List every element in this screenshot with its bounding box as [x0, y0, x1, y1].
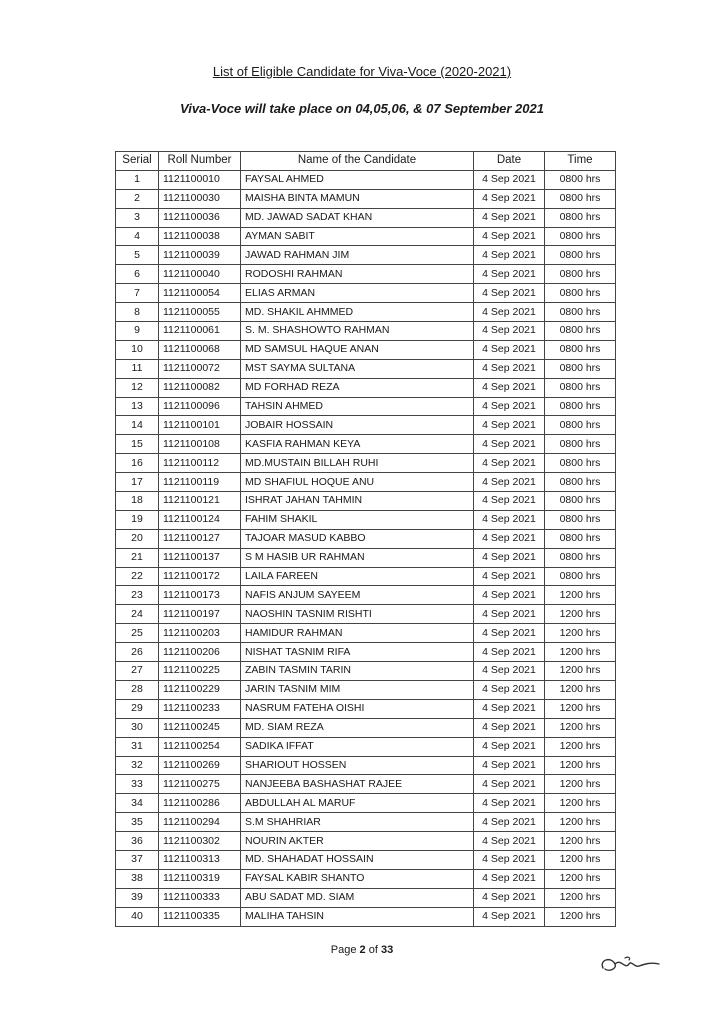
cell-time: 0800 hrs: [545, 529, 616, 548]
cell-serial: 5: [116, 246, 159, 265]
table-row: [116, 397, 616, 416]
cell-date: 4 Sep 2021: [474, 208, 545, 227]
cell-date: 4 Sep 2021: [474, 624, 545, 643]
cell-roll-number: 1121100055: [159, 303, 241, 322]
table-row: [116, 548, 616, 567]
cell-serial: 1: [116, 170, 159, 189]
cell-time: 0800 hrs: [545, 189, 616, 208]
cell-serial: 28: [116, 680, 159, 699]
cell-candidate-name: NISHAT TASNIM RIFA: [241, 643, 474, 662]
cell-roll-number: 1121100038: [159, 227, 241, 246]
cell-date: 4 Sep 2021: [474, 813, 545, 832]
cell-serial: 18: [116, 492, 159, 511]
cell-date: 4 Sep 2021: [474, 529, 545, 548]
cell-serial: 27: [116, 662, 159, 681]
cell-date: 4 Sep 2021: [474, 492, 545, 511]
cell-roll-number: 1121100229: [159, 680, 241, 699]
cell-roll-number: 1121100082: [159, 378, 241, 397]
cell-roll-number: 1121100333: [159, 888, 241, 907]
cell-candidate-name: ELIAS ARMAN: [241, 284, 474, 303]
cell-serial: 7: [116, 284, 159, 303]
table-row: [116, 756, 616, 775]
cell-serial: 25: [116, 624, 159, 643]
page-total: 33: [380, 944, 394, 956]
cell-time: 0800 hrs: [545, 322, 616, 341]
cell-serial: 24: [116, 605, 159, 624]
cell-time: 0800 hrs: [545, 416, 616, 435]
cell-candidate-name: JAWAD RAHMAN JIM: [241, 246, 474, 265]
cell-time: 1200 hrs: [545, 680, 616, 699]
cell-candidate-name: ZABIN TASMIN TARIN: [241, 662, 474, 681]
table-row: [116, 303, 616, 322]
cell-candidate-name: MD.MUSTAIN BILLAH RUHI: [241, 454, 474, 473]
cell-date: 4 Sep 2021: [474, 340, 545, 359]
page-current: 2: [359, 944, 366, 956]
cell-roll-number: 1121100119: [159, 473, 241, 492]
cell-time: 1200 hrs: [545, 907, 616, 926]
cell-candidate-name: MD. JAWAD SADAT KHAN: [241, 208, 474, 227]
cell-date: 4 Sep 2021: [474, 756, 545, 775]
cell-date: 4 Sep 2021: [474, 567, 545, 586]
table-row: [116, 624, 616, 643]
cell-serial: 12: [116, 378, 159, 397]
table-row: [116, 567, 616, 586]
cell-time: 1200 hrs: [545, 794, 616, 813]
cell-roll-number: 1121100313: [159, 850, 241, 869]
cell-candidate-name: NANJEEBA BASHASHAT RAJEE: [241, 775, 474, 794]
cell-serial: 8: [116, 303, 159, 322]
table-row: [116, 813, 616, 832]
cell-candidate-name: ISHRAT JAHAN TAHMIN: [241, 492, 474, 511]
cell-time: 1200 hrs: [545, 775, 616, 794]
table-row: [116, 322, 616, 341]
cell-roll-number: 1121100108: [159, 435, 241, 454]
cell-serial: 17: [116, 473, 159, 492]
cell-time: 1200 hrs: [545, 586, 616, 605]
table-row: [116, 473, 616, 492]
cell-candidate-name: MST SAYMA SULTANA: [241, 359, 474, 378]
cell-candidate-name: RODOSHI RAHMAN: [241, 265, 474, 284]
table-row: [116, 435, 616, 454]
document-title: List of Eligible Candidate for Viva-Voce (2020-2021): [212, 64, 512, 79]
cell-time: 1200 hrs: [545, 699, 616, 718]
table-row: [116, 737, 616, 756]
cell-time: 1200 hrs: [545, 737, 616, 756]
cell-candidate-name: JARIN TASNIM MIM: [241, 680, 474, 699]
cell-roll-number: 1121100054: [159, 284, 241, 303]
cell-candidate-name: JOBAIR HOSSAIN: [241, 416, 474, 435]
cell-candidate-name: S M HASIB UR RAHMAN: [241, 548, 474, 567]
cell-date: 4 Sep 2021: [474, 794, 545, 813]
cell-date: 4 Sep 2021: [474, 737, 545, 756]
header-time: Time: [545, 152, 616, 171]
cell-roll-number: 1121100096: [159, 397, 241, 416]
cell-time: 0800 hrs: [545, 473, 616, 492]
cell-candidate-name: NAOSHIN TASNIM RISHTI: [241, 605, 474, 624]
cell-roll-number: 1121100294: [159, 813, 241, 832]
cell-candidate-name: HAMIDUR RAHMAN: [241, 624, 474, 643]
cell-roll-number: 1121100319: [159, 869, 241, 888]
cell-roll-number: 1121100072: [159, 359, 241, 378]
cell-serial: 20: [116, 529, 159, 548]
cell-serial: 26: [116, 643, 159, 662]
cell-date: 4 Sep 2021: [474, 284, 545, 303]
cell-time: 0800 hrs: [545, 492, 616, 511]
cell-date: 4 Sep 2021: [474, 718, 545, 737]
cell-date: 4 Sep 2021: [474, 832, 545, 851]
cell-time: 1200 hrs: [545, 718, 616, 737]
cell-candidate-name: LAILA FAREEN: [241, 567, 474, 586]
cell-candidate-name: FAYSAL AHMED: [241, 170, 474, 189]
cell-serial: 15: [116, 435, 159, 454]
cell-serial: 36: [116, 832, 159, 851]
cell-time: 0800 hrs: [545, 378, 616, 397]
cell-time: 0800 hrs: [545, 284, 616, 303]
cell-candidate-name: NAFIS ANJUM SAYEEM: [241, 586, 474, 605]
cell-candidate-name: ABDULLAH AL MARUF: [241, 794, 474, 813]
cell-candidate-name: MD. SIAM REZA: [241, 718, 474, 737]
cell-candidate-name: FAYSAL KABIR SHANTO: [241, 869, 474, 888]
cell-serial: 19: [116, 510, 159, 529]
cell-roll-number: 1121100225: [159, 662, 241, 681]
cell-time: 0800 hrs: [545, 340, 616, 359]
cell-candidate-name: MAISHA BINTA MAMUN: [241, 189, 474, 208]
page-prefix: Page: [330, 944, 357, 956]
table-row: [116, 718, 616, 737]
cell-roll-number: 1121100172: [159, 567, 241, 586]
cell-time: 0800 hrs: [545, 397, 616, 416]
cell-time: 0800 hrs: [545, 246, 616, 265]
cell-time: 1200 hrs: [545, 624, 616, 643]
cell-serial: 10: [116, 340, 159, 359]
cell-serial: 22: [116, 567, 159, 586]
table-row: [116, 208, 616, 227]
table-row: [116, 227, 616, 246]
cell-date: 4 Sep 2021: [474, 510, 545, 529]
cell-candidate-name: MD SHAFIUL HOQUE ANU: [241, 473, 474, 492]
table-row: [116, 359, 616, 378]
cell-time: 1200 hrs: [545, 813, 616, 832]
cell-roll-number: 1121100206: [159, 643, 241, 662]
cell-date: 4 Sep 2021: [474, 699, 545, 718]
cell-time: 1200 hrs: [545, 869, 616, 888]
table-row: [116, 605, 616, 624]
cell-roll-number: 1121100127: [159, 529, 241, 548]
cell-roll-number: 1121100101: [159, 416, 241, 435]
cell-time: 0800 hrs: [545, 227, 616, 246]
table-row: [116, 189, 616, 208]
header-date: Date: [474, 152, 545, 171]
cell-time: 1200 hrs: [545, 756, 616, 775]
cell-serial: 31: [116, 737, 159, 756]
cell-serial: 38: [116, 869, 159, 888]
cell-date: 4 Sep 2021: [474, 303, 545, 322]
cell-date: 4 Sep 2021: [474, 170, 545, 189]
table-row: [116, 416, 616, 435]
cell-serial: 3: [116, 208, 159, 227]
cell-candidate-name: S. M. SHASHOWTO RAHMAN: [241, 322, 474, 341]
cell-roll-number: 1121100137: [159, 548, 241, 567]
cell-candidate-name: TAHSIN AHMED: [241, 397, 474, 416]
cell-roll-number: 1121100233: [159, 699, 241, 718]
cell-serial: 23: [116, 586, 159, 605]
cell-roll-number: 1121100121: [159, 492, 241, 511]
table-row: [116, 775, 616, 794]
cell-serial: 13: [116, 397, 159, 416]
cell-date: 4 Sep 2021: [474, 605, 545, 624]
cell-date: 4 Sep 2021: [474, 322, 545, 341]
cell-candidate-name: NASRUM FATEHA OISHI: [241, 699, 474, 718]
cell-time: 0800 hrs: [545, 435, 616, 454]
cell-time: 0800 hrs: [545, 303, 616, 322]
cell-roll-number: 1121100203: [159, 624, 241, 643]
cell-serial: 16: [116, 454, 159, 473]
signature-icon: [595, 950, 665, 980]
cell-roll-number: 1121100269: [159, 756, 241, 775]
cell-roll-number: 1121100061: [159, 322, 241, 341]
cell-date: 4 Sep 2021: [474, 416, 545, 435]
cell-date: 4 Sep 2021: [474, 265, 545, 284]
cell-roll-number: 1121100124: [159, 510, 241, 529]
table-row: [116, 510, 616, 529]
cell-date: 4 Sep 2021: [474, 869, 545, 888]
table-row: [116, 643, 616, 662]
cell-roll-number: 1121100173: [159, 586, 241, 605]
document-subtitle: Viva-Voce will take place on 04,05,06, & 07 September 2021: [180, 101, 544, 116]
cell-roll-number: 1121100030: [159, 189, 241, 208]
cell-date: 4 Sep 2021: [474, 888, 545, 907]
cell-time: 1200 hrs: [545, 605, 616, 624]
cell-date: 4 Sep 2021: [474, 435, 545, 454]
cell-date: 4 Sep 2021: [474, 359, 545, 378]
table-row: [116, 832, 616, 851]
cell-serial: 37: [116, 850, 159, 869]
cell-serial: 21: [116, 548, 159, 567]
table-row: [116, 699, 616, 718]
cell-candidate-name: ABU SADAT MD. SIAM: [241, 888, 474, 907]
cell-candidate-name: AYMAN SABIT: [241, 227, 474, 246]
table-row: [116, 284, 616, 303]
cell-time: 0800 hrs: [545, 265, 616, 284]
cell-date: 4 Sep 2021: [474, 680, 545, 699]
table-row: [116, 340, 616, 359]
cell-serial: 33: [116, 775, 159, 794]
cell-time: 0800 hrs: [545, 510, 616, 529]
cell-time: 1200 hrs: [545, 662, 616, 681]
cell-date: 4 Sep 2021: [474, 775, 545, 794]
cell-serial: 39: [116, 888, 159, 907]
cell-serial: 40: [116, 907, 159, 926]
cell-roll-number: 1121100036: [159, 208, 241, 227]
table-row: [116, 492, 616, 511]
cell-roll-number: 1121100335: [159, 907, 241, 926]
cell-candidate-name: SHARIOUT HOSSEN: [241, 756, 474, 775]
table-row: [116, 907, 616, 926]
cell-candidate-name: KASFIA RAHMAN KEYA: [241, 435, 474, 454]
cell-serial: 6: [116, 265, 159, 284]
cell-candidate-name: NOURIN AKTER: [241, 832, 474, 851]
table-row: [116, 794, 616, 813]
cell-date: 4 Sep 2021: [474, 548, 545, 567]
cell-date: 4 Sep 2021: [474, 907, 545, 926]
cell-candidate-name: TAJOAR MASUD KABBO: [241, 529, 474, 548]
candidate-table: [115, 151, 616, 927]
header-roll-number: Roll Number: [159, 152, 241, 171]
table-row: [116, 850, 616, 869]
cell-serial: 34: [116, 794, 159, 813]
cell-date: 4 Sep 2021: [474, 662, 545, 681]
cell-candidate-name: SADIKA IFFAT: [241, 737, 474, 756]
cell-time: 1200 hrs: [545, 832, 616, 851]
table-row: [116, 265, 616, 284]
cell-serial: 2: [116, 189, 159, 208]
table-row: [116, 378, 616, 397]
cell-roll-number: 1121100275: [159, 775, 241, 794]
cell-date: 4 Sep 2021: [474, 397, 545, 416]
cell-time: 1200 hrs: [545, 643, 616, 662]
header-candidate-name: Name of the Candidate: [241, 152, 474, 171]
cell-time: 0800 hrs: [545, 548, 616, 567]
table-row: [116, 869, 616, 888]
cell-candidate-name: MD FORHAD REZA: [241, 378, 474, 397]
cell-date: 4 Sep 2021: [474, 643, 545, 662]
cell-time: 1200 hrs: [545, 850, 616, 869]
cell-roll-number: 1121100286: [159, 794, 241, 813]
table-row: [116, 170, 616, 189]
table-row: [116, 529, 616, 548]
cell-candidate-name: MD. SHAKIL AHMMED: [241, 303, 474, 322]
cell-time: 0800 hrs: [545, 567, 616, 586]
header-serial: Serial: [116, 152, 159, 171]
cell-candidate-name: S.M SHAHRIAR: [241, 813, 474, 832]
cell-candidate-name: MD. SHAHADAT HOSSAIN: [241, 850, 474, 869]
table-row: [116, 888, 616, 907]
cell-date: 4 Sep 2021: [474, 586, 545, 605]
cell-serial: 35: [116, 813, 159, 832]
cell-date: 4 Sep 2021: [474, 246, 545, 265]
cell-date: 4 Sep 2021: [474, 378, 545, 397]
cell-date: 4 Sep 2021: [474, 473, 545, 492]
cell-time: 1200 hrs: [545, 888, 616, 907]
cell-date: 4 Sep 2021: [474, 850, 545, 869]
table-row: [116, 662, 616, 681]
cell-date: 4 Sep 2021: [474, 454, 545, 473]
cell-time: 0800 hrs: [545, 359, 616, 378]
cell-roll-number: 1121100040: [159, 265, 241, 284]
cell-serial: 29: [116, 699, 159, 718]
cell-roll-number: 1121100010: [159, 170, 241, 189]
cell-serial: 30: [116, 718, 159, 737]
cell-time: 0800 hrs: [545, 208, 616, 227]
cell-roll-number: 1121100254: [159, 737, 241, 756]
cell-time: 0800 hrs: [545, 454, 616, 473]
table-row: [116, 246, 616, 265]
cell-roll-number: 1121100039: [159, 246, 241, 265]
cell-candidate-name: MALIHA TAHSIN: [241, 907, 474, 926]
cell-candidate-name: FAHIM SHAKIL: [241, 510, 474, 529]
cell-date: 4 Sep 2021: [474, 189, 545, 208]
table-row: [116, 586, 616, 605]
cell-serial: 32: [116, 756, 159, 775]
cell-roll-number: 1121100302: [159, 832, 241, 851]
page-of: of: [368, 944, 378, 956]
table-header-row: [116, 152, 616, 171]
cell-serial: 9: [116, 322, 159, 341]
table-body: [116, 170, 616, 926]
cell-time: 0800 hrs: [545, 170, 616, 189]
cell-serial: 14: [116, 416, 159, 435]
cell-roll-number: 1121100197: [159, 605, 241, 624]
cell-roll-number: 1121100112: [159, 454, 241, 473]
cell-candidate-name: MD SAMSUL HAQUE ANAN: [241, 340, 474, 359]
table-row: [116, 454, 616, 473]
cell-date: 4 Sep 2021: [474, 227, 545, 246]
cell-roll-number: 1121100068: [159, 340, 241, 359]
cell-serial: 11: [116, 359, 159, 378]
cell-serial: 4: [116, 227, 159, 246]
table-row: [116, 680, 616, 699]
cell-roll-number: 1121100245: [159, 718, 241, 737]
